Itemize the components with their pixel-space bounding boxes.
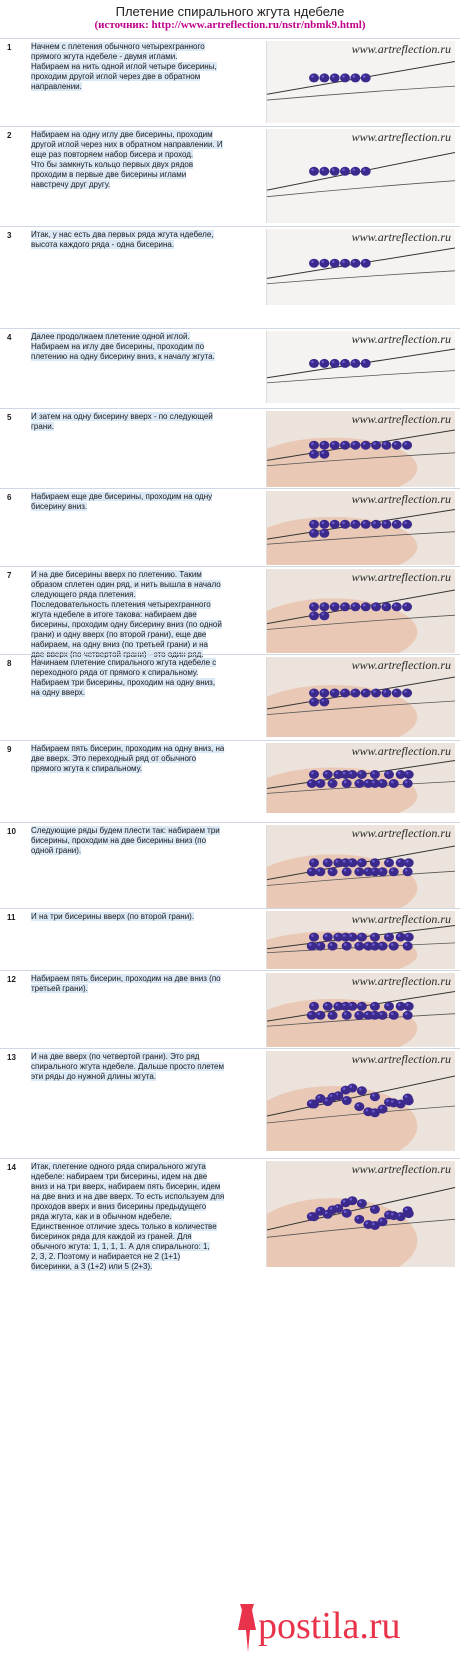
watermark-text: www.artreflection.ru bbox=[351, 1052, 451, 1066]
divider bbox=[0, 740, 460, 741]
watermark-text: www.artreflection.ru bbox=[351, 42, 451, 56]
divider bbox=[0, 488, 460, 489]
step-number: 12 bbox=[7, 975, 16, 984]
step-text bbox=[31, 1162, 267, 1272]
watermark-text: www.artreflection.ru bbox=[351, 570, 451, 584]
watermark-text: www.artreflection.ru bbox=[351, 1162, 451, 1176]
divider bbox=[0, 38, 460, 39]
divider bbox=[0, 408, 460, 409]
step-photo bbox=[266, 331, 455, 403]
step-number: 5 bbox=[7, 413, 12, 422]
step-photo bbox=[266, 1051, 455, 1151]
step-number: 1 bbox=[7, 43, 12, 52]
step-10 bbox=[0, 822, 460, 908]
step-number: 6 bbox=[7, 493, 12, 502]
step-number: 3 bbox=[7, 231, 12, 240]
divider bbox=[0, 566, 460, 567]
divider bbox=[0, 1048, 460, 1049]
step-number: 10 bbox=[7, 827, 16, 836]
watermark-text: www.artreflection.ru bbox=[351, 230, 451, 244]
step-number: 11 bbox=[7, 913, 16, 922]
step-photo bbox=[266, 1161, 455, 1267]
step-text-content: Следующие ряды будем плести так: набираем три бисерины, проходим на две бисерины вниз (по одной грани). bbox=[31, 826, 220, 855]
watermark-text: www.artreflection.ru bbox=[351, 826, 451, 840]
divider bbox=[0, 822, 460, 823]
step-text bbox=[31, 974, 267, 994]
step-photo bbox=[266, 491, 455, 565]
step-text-content: И на три бисерины вверх (по второй грани). bbox=[31, 912, 195, 921]
step-number: 2 bbox=[7, 131, 12, 140]
postila-logo-text[interactable]: postila.ru bbox=[258, 1605, 401, 1647]
step-text bbox=[31, 826, 267, 856]
step-5 bbox=[0, 408, 460, 488]
step-8 bbox=[0, 654, 460, 740]
step-1 bbox=[0, 38, 460, 126]
step-13 bbox=[0, 1048, 460, 1158]
watermark-text: www.artreflection.ru bbox=[351, 130, 451, 144]
step-number: 14 bbox=[7, 1163, 16, 1172]
divider bbox=[0, 328, 460, 329]
step-text-content: И затем на одну бисерину вверх - по следующей грани. bbox=[31, 412, 213, 431]
watermark-text: www.artreflection.ru bbox=[351, 332, 451, 346]
divider bbox=[0, 654, 460, 655]
step-text-content: Итак, плетение одного ряда спирального жгута ндебеле: набираем три бисерины, идем на две вниз и на три вверх, набираем пять бисерин, идем на две вниз и на две вверх. То есть используем для проходов вверх и вниз бисерины предыдущего ряда жгута, как и в обычном ндебеле. Единственное отличие здесь только в количестве бисеринок ряда для каждой из граней. Для обычного жгута: 1, 1, 1, 1. А для спирального: 1, 2, 3, 2. Поэтому и набирается не 2 (1+1) бисеринки, а 3 (1+2) или 5 (2+3). bbox=[31, 1162, 225, 1271]
step-number: 13 bbox=[7, 1053, 16, 1062]
divider bbox=[0, 226, 460, 227]
page-title: Плетение спирального жгута ндебеле bbox=[115, 4, 345, 19]
step-text bbox=[31, 130, 267, 190]
step-7 bbox=[0, 566, 460, 654]
step-4 bbox=[0, 328, 460, 408]
watermark-text: www.artreflection.ru bbox=[351, 492, 451, 506]
step-text bbox=[31, 42, 267, 92]
divider bbox=[0, 970, 460, 971]
step-2 bbox=[0, 126, 460, 226]
step-3 bbox=[0, 226, 460, 328]
step-number: 8 bbox=[7, 659, 12, 668]
step-number: 7 bbox=[7, 571, 12, 580]
step-text bbox=[31, 658, 267, 698]
step-photo bbox=[266, 911, 455, 969]
step-text bbox=[31, 1052, 267, 1082]
step-14 bbox=[0, 1158, 460, 1271]
step-text-content: И на две вверх (по четвертой грани). Это ряд спирального жгута ндебеле. Дальше просто плетем эти ряды до нужной длины жгута. bbox=[31, 1052, 224, 1081]
step-photo bbox=[266, 743, 455, 813]
step-text-content: Набираем пять бисерин, проходим на одну вниз, на две вверх. Это переходный ряд от обычного прямого жгута к спиральному. bbox=[31, 744, 225, 773]
step-text bbox=[31, 570, 267, 660]
watermark-text: www.artreflection.ru bbox=[351, 974, 451, 988]
step-text bbox=[31, 412, 267, 432]
step-9 bbox=[0, 740, 460, 822]
step-photo bbox=[266, 41, 455, 123]
step-text-content: Набираем на одну иглу две бисерины, проходим другой иглой через них в обратном направлении. И еще раз повторяем набор бисера и проход. Что бы замкнуть кольцо первых двух рядов проходим в первые две бисерины иглами навстречу друг другу. bbox=[31, 130, 223, 189]
step-number: 4 bbox=[7, 333, 12, 342]
step-photo bbox=[266, 569, 455, 653]
step-text bbox=[31, 332, 267, 362]
step-text-content: Далее продолжаем плетение одной иглой. Набираем на иглу две бисерины, проходим по плетению на одну бисерину вниз, к началу жгута. bbox=[31, 332, 215, 361]
divider bbox=[0, 908, 460, 909]
step-text bbox=[31, 230, 267, 250]
step-number: 9 bbox=[7, 745, 12, 754]
divider bbox=[0, 126, 460, 127]
step-photo bbox=[266, 129, 455, 223]
step-11 bbox=[0, 908, 460, 970]
watermark-text: www.artreflection.ru bbox=[351, 658, 451, 672]
watermark-text: www.artreflection.ru bbox=[351, 744, 451, 758]
step-text-content: И на две бисерины вверх по плетению. Таким образом сплетен один ряд, и нить вышла в начало следующего ряда плетения. Последовательность плетения четырехгранного жгута ндебеле в итоге такова: набираем две бисерины, проходим одну бисерину вниз (по одной грани) и одну вверх (по второй грани), еще две набираем, на одну вниз (по третьей грани) и на bbox=[31, 570, 222, 659]
step-text-content: Начнем с плетения обычного четырехгранного прямого жгута ндебеле - двумя иглами. Набираем на нить одной иглой четыре бисерины, проходим другой иглой через две в обратном направлении. bbox=[31, 42, 217, 91]
source-link[interactable]: (источник: http://www.artreflection.ru/nstr/nbmk9.html) bbox=[94, 19, 366, 31]
step-6 bbox=[0, 488, 460, 566]
step-photo bbox=[266, 657, 455, 737]
watermark-text: www.artreflection.ru bbox=[351, 912, 451, 926]
step-12 bbox=[0, 970, 460, 1048]
step-text-content: Итак, у нас есть два первых ряда жгута ндебеле, высота каждого ряда - одна бисерина. bbox=[31, 230, 214, 249]
watermark-text: www.artreflection.ru bbox=[351, 412, 451, 426]
step-text-content: Набираем пять бисерин, проходим на две вниз (по третьей грани). bbox=[31, 974, 221, 993]
step-photo bbox=[266, 411, 455, 487]
step-text bbox=[31, 744, 267, 774]
step-photo bbox=[266, 825, 455, 909]
step-photo bbox=[266, 229, 455, 305]
divider bbox=[0, 1158, 460, 1159]
step-photo bbox=[266, 973, 455, 1047]
step-text-content: Набираем еще две бисерины, проходим на одну бисерину вниз. bbox=[31, 492, 213, 511]
step-text bbox=[31, 912, 267, 922]
step-text bbox=[31, 492, 267, 512]
step-text-content: Начинаем плетение спирального жгута ндебеле с переходного ряда от прямого к спиральному. Набираем три бисерины, проходим на одну вниз, на одну вверх. bbox=[31, 658, 217, 697]
